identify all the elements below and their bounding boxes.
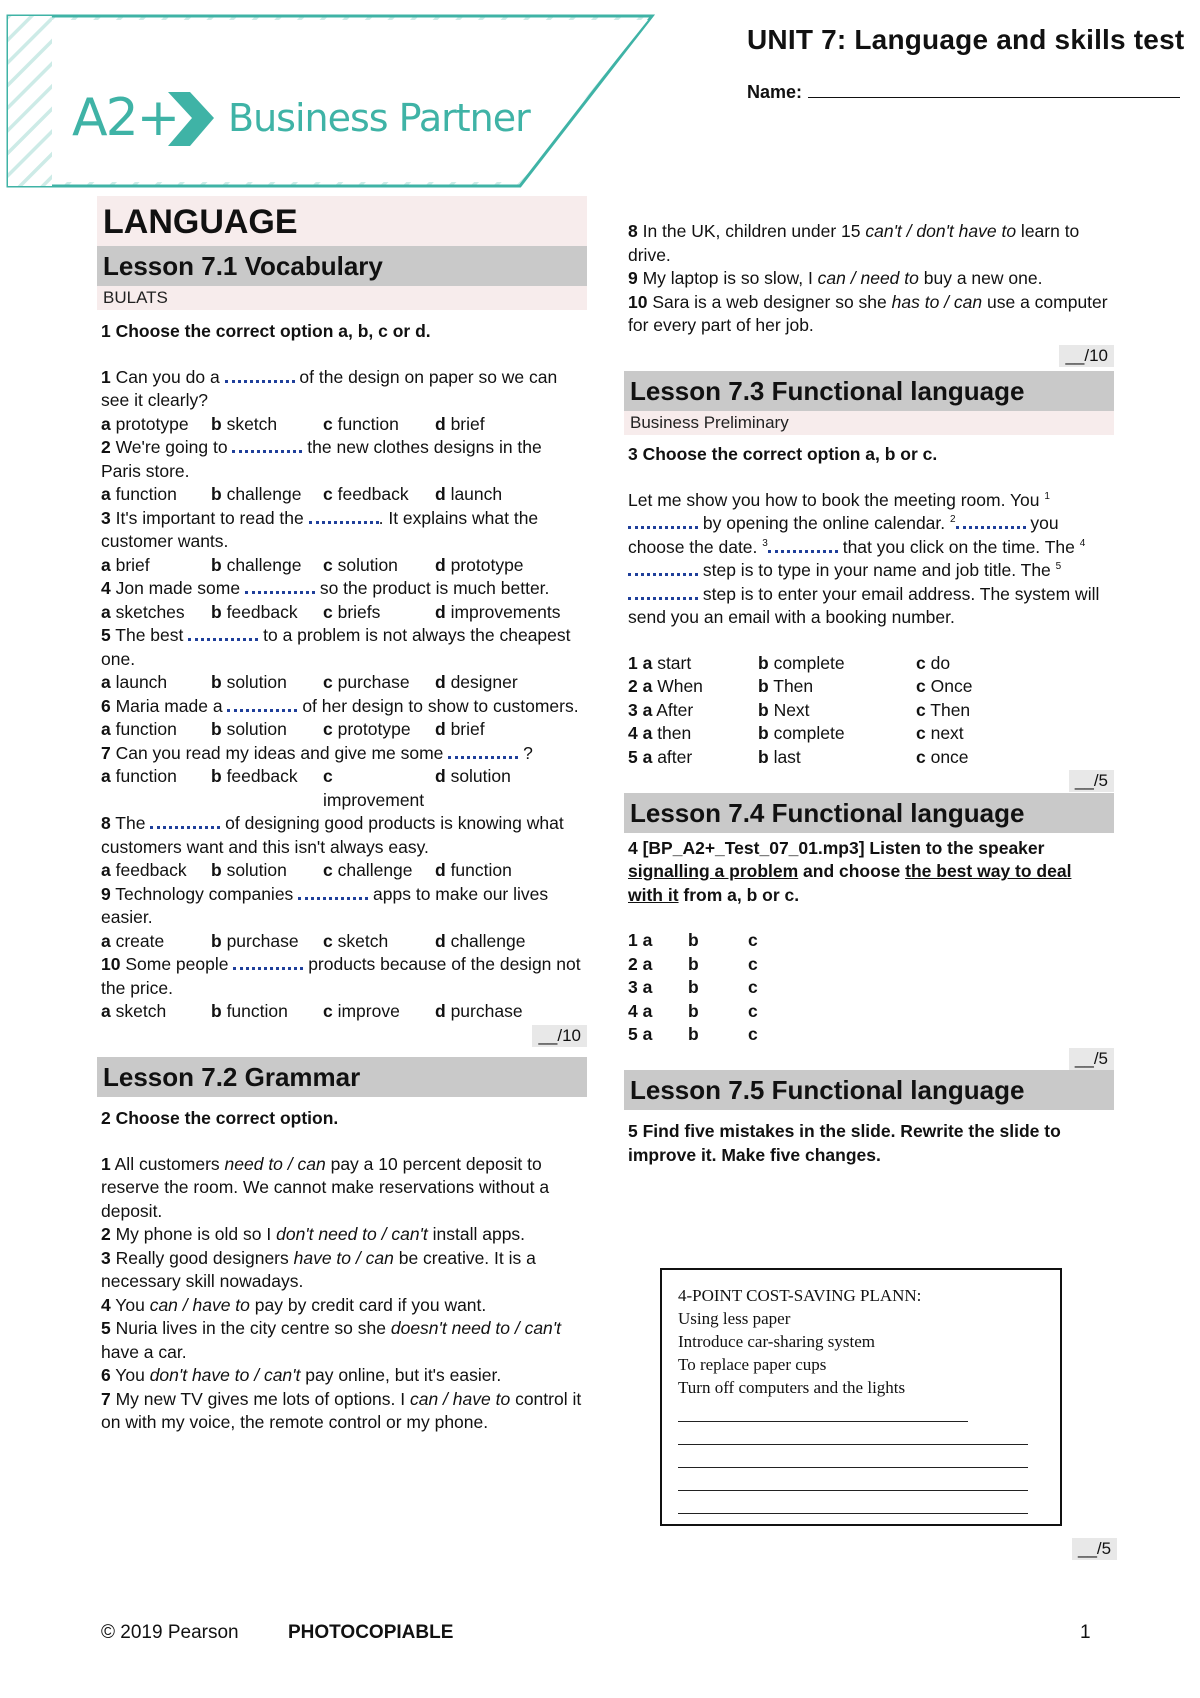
lesson-7-1-sub: BULATS xyxy=(97,286,587,310)
answer-blank[interactable] xyxy=(628,587,698,600)
rewrite-line[interactable] xyxy=(678,1445,1028,1468)
logo-brand: Business Partner xyxy=(228,96,530,140)
lesson-7-2-title: Lesson 7.2 Grammar xyxy=(97,1057,587,1097)
option-cell[interactable]: b xyxy=(688,977,699,997)
answer-blank[interactable] xyxy=(956,516,1026,529)
option-cell[interactable]: b xyxy=(688,1000,699,1021)
grammar-question: 9 My laptop is so slow, I can / need to buy a new one. xyxy=(628,268,1043,288)
lesson-7-1-score[interactable]: __/10 xyxy=(532,1025,587,1047)
rewrite-line[interactable] xyxy=(678,1422,1028,1445)
question: 7 Can you read my ideas and give me some ? xyxy=(101,742,533,763)
options: a brief b challenge c solution d prototype xyxy=(101,554,524,575)
question: 2 We're going to the new clothes designs in the Paris store. xyxy=(101,437,542,481)
option-cell[interactable]: c xyxy=(748,1000,758,1021)
lesson-7-5-score[interactable]: __/5 xyxy=(1072,1538,1117,1560)
unit-title: UNIT 7: Language and skills test xyxy=(747,24,1185,55)
logo-level: A2+ xyxy=(72,88,179,148)
lesson-7-4-title: Lesson 7.4 Functional language xyxy=(624,793,1114,833)
answer-blank[interactable] xyxy=(232,440,302,453)
option-cell[interactable]: c Once xyxy=(916,676,973,696)
option-cell[interactable]: c next xyxy=(916,723,964,743)
question: 9 Technology companies apps to make our lives easier. xyxy=(101,883,549,927)
options: a launch b solution c purchase d designer xyxy=(101,672,518,692)
option-cell[interactable]: b Next xyxy=(758,699,810,720)
option-cell[interactable]: 3 a xyxy=(628,977,653,997)
option-cell[interactable]: b last xyxy=(758,746,801,767)
grammar-question: 7 My new TV gives me lots of options. I can / have to control it on with my voice, the remote control or my phone. xyxy=(101,1388,582,1432)
grammar-question: 5 Nuria lives in the city centre so she doesn't need to / can't have a car. xyxy=(101,1318,561,1362)
option-cell[interactable]: c xyxy=(748,1024,758,1044)
question: 4 Jon made some so the product is much better. xyxy=(101,578,550,598)
option-cell[interactable]: c xyxy=(748,930,758,950)
options: a sketch b function c improve d purchase xyxy=(101,1001,523,1021)
rewrite-line[interactable] xyxy=(678,1399,968,1422)
lesson-7-3-passage: Let me show you how to book the meeting room. You $^1$ by opening the online calendar. $^2$ you choose the date. $^3$ that you click on the time. The $^4$ step is to type in your name and job title. The $^5$ step is to enter your email address. The system will send you an email with a booking number. xyxy=(628,489,1100,627)
lesson-7-4-instruction: 4 [BP_A2+_Test_07_01.mp3] Listen to the speaker signalling a problem and choose the best way to deal with it from a, b or c. xyxy=(628,837,1072,905)
option-cell[interactable]: 3 a After xyxy=(628,699,694,720)
options: a function b feedback c improvement d solution xyxy=(101,766,511,810)
grammar-question: 10 Sara is a web designer so she has to / can use a computer for every part of her job. xyxy=(628,291,1108,335)
option-cell[interactable]: 4 a xyxy=(628,1000,653,1021)
option-cell[interactable]: 2 a When xyxy=(628,676,703,696)
lesson-7-3-sub: Business Preliminary xyxy=(624,411,1114,435)
option-cell[interactable]: b xyxy=(688,1024,699,1044)
options: a prototype b sketch c function d brief xyxy=(101,413,485,434)
lesson-7-4-score[interactable]: __/5 xyxy=(1069,1048,1114,1070)
option-cell[interactable]: c do xyxy=(916,652,951,673)
answer-blank[interactable] xyxy=(448,746,518,759)
grammar-question: 8 In the UK, children under 15 can't / don't have to learn to drive. xyxy=(628,221,1080,265)
answer-blank[interactable] xyxy=(227,699,297,712)
answer-blank[interactable] xyxy=(225,370,295,383)
rewrite-line[interactable] xyxy=(678,1468,1028,1491)
question: 5 The best to a problem is not always the cheapest one. xyxy=(101,625,571,669)
lesson-7-3-instruction: 3 Choose the correct option a, b or c. xyxy=(628,444,938,464)
slide-line-text: Using less paper xyxy=(678,1309,791,1328)
grammar-question: 6 You don't have to / can't pay online, but it's easier. xyxy=(101,1365,502,1385)
left-column xyxy=(97,196,587,1435)
option-cell[interactable]: b Then xyxy=(758,676,814,696)
question: 10 Some people products because of the design not the price. xyxy=(101,954,581,998)
option-cell[interactable]: 2 a xyxy=(628,953,653,974)
option-cell[interactable]: 1 a xyxy=(628,930,653,950)
name-label: Name: xyxy=(747,82,803,102)
lesson-7-4-options xyxy=(624,929,1114,1047)
grammar-question: 3 Really good designers have to / can be creative. It is a necessary skill nowadays. xyxy=(101,1247,536,1291)
answer-blank[interactable] xyxy=(150,816,220,829)
slide-line-text: Introduce car-sharing system xyxy=(678,1332,875,1351)
question: 3 It's important to read the . It explains what the customer wants. xyxy=(101,507,539,551)
option-cell[interactable]: 1 a start xyxy=(628,652,692,673)
options: a function b solution c prototype d brief xyxy=(101,719,485,739)
option-cell[interactable]: b complete xyxy=(758,652,845,673)
lesson-7-1-instruction: 1 Choose the correct option a, b, c or d. xyxy=(101,321,431,341)
option-cell[interactable]: b complete xyxy=(758,723,845,743)
option-cell[interactable]: c xyxy=(748,977,758,997)
option-cell[interactable]: c xyxy=(748,953,758,974)
name-blank[interactable] xyxy=(808,83,1180,98)
option-cell[interactable]: b xyxy=(688,930,699,950)
option-cell[interactable]: 5 a after xyxy=(628,746,693,767)
answer-blank[interactable] xyxy=(188,628,258,641)
lesson-7-5-instruction: 5 Find five mistakes in the slide. Rewrite the slide to improve it. Make five changes. xyxy=(628,1121,1061,1165)
option-cell[interactable]: c once xyxy=(916,746,969,767)
answer-blank[interactable] xyxy=(245,581,315,594)
section-title: LANGUAGE xyxy=(97,196,587,246)
lesson-7-1-title: Lesson 7.1 Vocabulary xyxy=(97,246,587,286)
lesson-7-3-options xyxy=(624,652,1114,770)
slide-box xyxy=(660,1268,1062,1526)
lesson-7-2-instruction: 2 Choose the correct option. xyxy=(101,1108,339,1128)
slide-line-text: To replace paper cups xyxy=(678,1355,827,1374)
copyright: © 2019 Pearson xyxy=(101,1622,239,1643)
option-cell[interactable]: b xyxy=(688,953,699,974)
photocopiable: PHOTOCOPIABLE xyxy=(288,1622,454,1643)
slide-line-text: 4-POINT COST-SAVING PLANN: xyxy=(678,1286,922,1305)
options: a function b challenge c feedback d launch xyxy=(101,484,503,504)
answer-blank[interactable] xyxy=(309,511,379,524)
right-column xyxy=(624,220,1114,1167)
options: a create b purchase c sketch d challenge xyxy=(101,930,526,951)
question: 8 The of designing good products is knowing what customers want and this isn't always easy. xyxy=(101,813,564,857)
answer-blank[interactable] xyxy=(768,540,838,553)
rewrite-line[interactable] xyxy=(678,1491,1028,1514)
options: a feedback b solution c challenge d function xyxy=(101,860,512,880)
answer-blank[interactable] xyxy=(233,957,303,970)
slide-line-text: Turn off computers and the lights xyxy=(678,1378,906,1397)
name-field[interactable] xyxy=(747,82,1180,103)
grammar-question: 4 You can / have to pay by credit card if you want. xyxy=(101,1294,487,1315)
options: a sketches b feedback c briefs d improvements xyxy=(101,601,561,622)
option-cell[interactable]: 5 a xyxy=(628,1024,653,1044)
page-number: 1 xyxy=(1080,1622,1091,1643)
answer-blank[interactable] xyxy=(298,887,368,900)
grammar-question: 2 My phone is old so I don't need to / can't install apps. xyxy=(101,1224,526,1244)
lesson-7-3-title: Lesson 7.3 Functional language xyxy=(624,371,1114,411)
question: 1 Can you do a of the design on paper so we can see it clearly? xyxy=(101,366,558,410)
option-cell[interactable]: c Then xyxy=(916,699,971,720)
lesson-7-3-score[interactable]: __/5 xyxy=(1069,770,1114,792)
answer-blank[interactable] xyxy=(628,563,698,576)
question: 6 Maria made a of her design to show to customers. xyxy=(101,695,579,716)
grammar-question: 1 All customers need to / can pay a 10 percent deposit to reserve the room. We cannot make reservations without a deposit. xyxy=(101,1153,550,1221)
lesson-7-2-score[interactable]: __/10 xyxy=(1059,345,1114,367)
option-cell[interactable]: 4 a then xyxy=(628,723,692,743)
lesson-7-5-title: Lesson 7.5 Functional language xyxy=(624,1070,1114,1110)
answer-blank[interactable] xyxy=(628,516,698,529)
